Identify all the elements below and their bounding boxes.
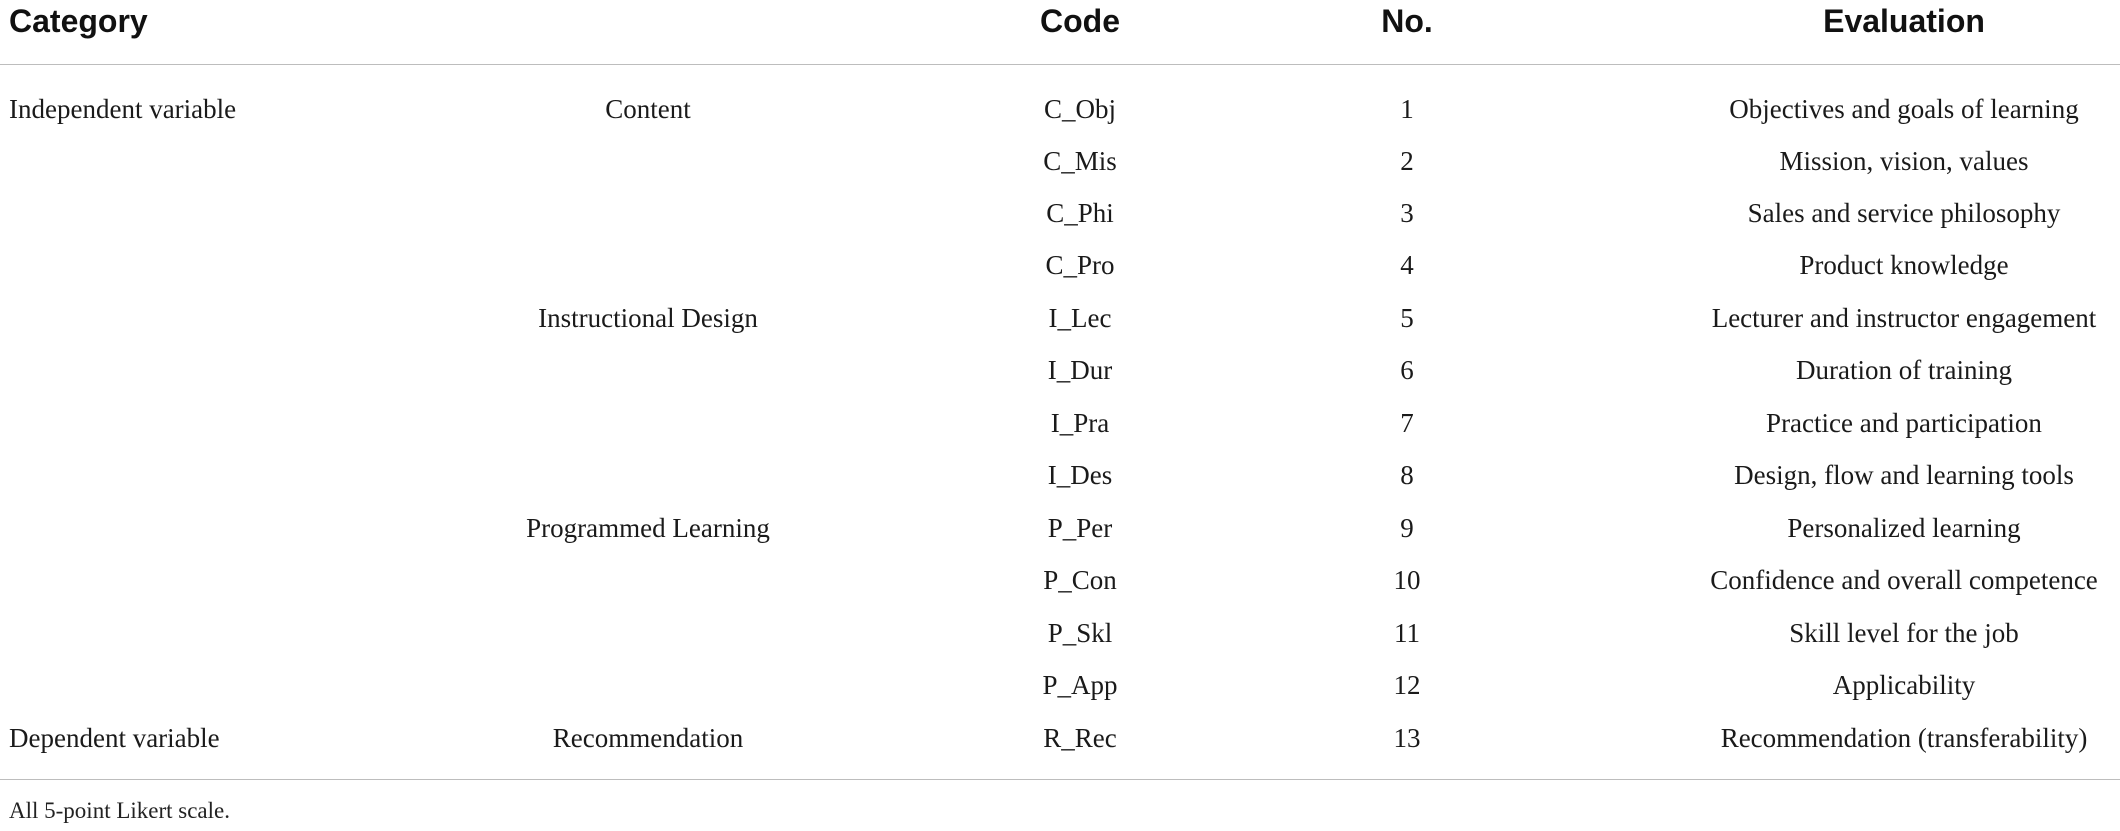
table-row xyxy=(0,292,2120,344)
code-cell: P_Skl xyxy=(1047,618,1113,648)
table-header xyxy=(0,0,2120,64)
code-cell: P_Con xyxy=(1043,565,1117,595)
table-row xyxy=(0,607,2120,659)
evaluation-cell: Mission, vision, values xyxy=(1779,146,2029,176)
table-row xyxy=(0,449,2120,501)
table-footnote: All 5-point Likert scale. xyxy=(9,798,230,823)
number-cell: 1 xyxy=(1400,94,1414,124)
code-cell: R_Rec xyxy=(1043,723,1117,753)
evaluation-cell: Duration of training xyxy=(1796,355,2012,385)
table-row xyxy=(0,397,2120,449)
table-row xyxy=(0,83,2120,135)
header-no: No. xyxy=(1381,3,1433,39)
header-category: Category xyxy=(9,3,148,39)
number-cell: 9 xyxy=(1400,513,1414,543)
table-row xyxy=(0,712,2120,764)
table-row xyxy=(0,135,2120,187)
code-cell: C_Phi xyxy=(1046,198,1114,228)
evaluation-cell: Personalized learning xyxy=(1787,513,2021,543)
code-cell: P_App xyxy=(1042,670,1118,700)
table-row xyxy=(0,187,2120,239)
code-cell: P_Per xyxy=(1047,513,1113,543)
evaluation-cell: Confidence and overall competence xyxy=(1710,565,2098,595)
code-cell: I_Lec xyxy=(1048,303,1112,333)
number-cell: 12 xyxy=(1393,670,1421,700)
number-cell: 3 xyxy=(1400,198,1414,228)
number-cell: 11 xyxy=(1394,618,1420,648)
category-cell: Dependent variable xyxy=(9,723,220,753)
header-evaluation: Evaluation xyxy=(1823,3,1985,39)
number-cell: 5 xyxy=(1400,303,1414,333)
number-cell: 8 xyxy=(1400,460,1414,490)
subcategory-cell: Programmed Learning xyxy=(526,513,770,543)
subcategory-cell: Content xyxy=(605,94,691,124)
subcategory-cell: Instructional Design xyxy=(538,303,758,333)
code-cell: I_Pra xyxy=(1050,408,1110,438)
table-row xyxy=(0,344,2120,396)
table-row xyxy=(0,502,2120,554)
header-code: Code xyxy=(1040,3,1120,39)
code-cell: I_Dur xyxy=(1047,355,1113,385)
evaluation-cell: Applicability xyxy=(1832,670,1976,700)
code-cell: C_Obj xyxy=(1043,94,1117,124)
table-row xyxy=(0,659,2120,711)
number-cell: 6 xyxy=(1400,355,1414,385)
code-cell: C_Pro xyxy=(1045,250,1115,280)
code-cell: I_Des xyxy=(1047,460,1113,490)
header-divider xyxy=(0,64,2120,65)
number-cell: 10 xyxy=(1393,565,1421,595)
evaluation-cell: Product knowledge xyxy=(1799,250,2009,280)
subcategory-cell: Recommendation xyxy=(552,723,744,753)
number-cell: 7 xyxy=(1400,408,1414,438)
evaluation-cell: Practice and participation xyxy=(1766,408,2042,438)
evaluation-cell: Recommendation (transferability) xyxy=(1720,723,2088,753)
number-cell: 4 xyxy=(1400,250,1414,280)
table-row xyxy=(0,239,2120,291)
evaluation-cell: Skill level for the job xyxy=(1789,618,2019,648)
footer-divider xyxy=(0,779,2120,780)
evaluation-cell: Sales and service philosophy xyxy=(1747,198,2061,228)
table-row xyxy=(0,554,2120,606)
number-cell: 2 xyxy=(1400,146,1414,176)
evaluation-cell: Lecturer and instructor engagement xyxy=(1711,303,2097,333)
evaluation-cell: Objectives and goals of learning xyxy=(1729,94,2079,124)
category-cell: Independent variable xyxy=(9,94,237,124)
evaluation-cell: Design, flow and learning tools xyxy=(1734,460,2074,490)
code-cell: C_Mis xyxy=(1043,146,1117,176)
number-cell: 13 xyxy=(1393,723,1421,753)
